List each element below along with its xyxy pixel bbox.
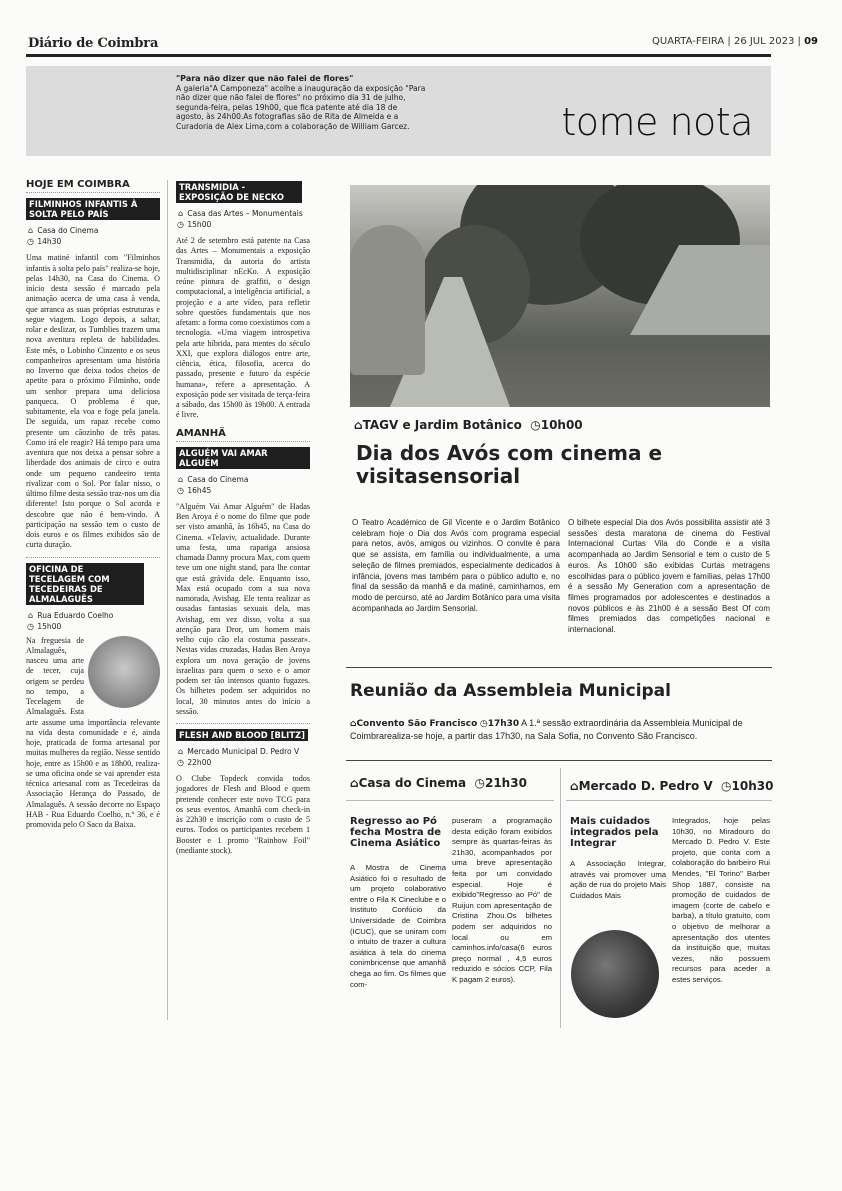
divider <box>176 723 310 724</box>
event-place-text: Casa do Cinema <box>187 474 249 484</box>
banner-title: "Para não dizer que não falei de flores" <box>176 74 354 83</box>
home-icon: ⌂ <box>27 610 34 620</box>
feature-paragraph: O Teatro Académico de Gil Vicente e o Jardim Botânico celebram hoje o Dia dos Avós com programa especial para netos, avós, amigos ou vizinhos. O convite é para que se assista, em família ou individualmente, a uma seleção de filmes premiados, especialmente dedicados à infância, jovens mas também para o público adulto e, no final da sessão da manhã e da matiné, caminhamos, em modo de percurso, até ao Jardim Botânico para uma visita acompanhada ao Jardim Sensorial. <box>352 518 560 613</box>
divider <box>176 441 310 442</box>
divider <box>346 800 554 801</box>
event-time-text: 14h30 <box>37 237 62 247</box>
event-place <box>26 610 160 621</box>
event-time <box>176 219 310 230</box>
assembly-place <box>350 719 477 729</box>
cinema-col-a <box>350 816 446 990</box>
event-time-text: 15h00 <box>187 220 212 229</box>
section-label: AMANHÃ <box>176 427 226 439</box>
divider <box>26 192 160 193</box>
assembly-text: A 1.ª sessão extraordinária da Assembleia Municipal de Coimbrarealiza-se hoje, a partir das 17h30, na Sala Sofia, no Convento São Francisco. <box>350 718 743 741</box>
column-divider <box>560 768 561 1028</box>
feature-paragraph: O bilhete especial Dia dos Avós possibilita assistir até 3 sessões desta maratona de cinema do Festival Internacional Curtas Vila do Conde e a visita acompanhada ao Jardim Sensorial e tem o custo de 5 euros. Às 10h00 são exibidas Curtas metragens escolhidas para o público jovem e famílias, pelas 17h00 é a sessão My Generation com a apresentação de filmes programados por adolescentes e destinados a novos públicos e às 21h00 é a sessão Best Of com filmes premiados das competições nacional e internacional. <box>568 518 770 635</box>
divider <box>346 667 772 668</box>
market-time-text: 10h30 <box>731 779 774 793</box>
column-2 <box>176 180 310 856</box>
barber-photo <box>571 930 659 1018</box>
clock-icon: ◷ <box>530 418 541 432</box>
cinema-col-b <box>452 816 552 986</box>
clock-icon: ◷ <box>177 220 184 229</box>
home-icon: ⌂ <box>350 776 359 790</box>
clock-icon: ◷ <box>721 779 732 793</box>
event-time <box>26 236 160 247</box>
event-place <box>26 225 160 236</box>
event-place-text: Rua Eduardo Coelho <box>37 610 114 620</box>
event-place <box>176 208 310 219</box>
cinema-text: A Mostra de Cinema Asiático foi o resultado de um projeto colaborativo entre o Fila K Cineclube e o Instituto Confúcio da Universidade de Coimbra (ICUC), que se uniram com o intuito de trazer a cultura asiática à tela do cinema conimbricense que amanhã chega ao fim. Os filmes que com- <box>350 863 446 989</box>
home-icon: ⌂ <box>354 418 363 432</box>
page-number: 09 <box>804 36 818 47</box>
cinema-text: puseram a programação desta edição foram exibidos sempre às quartas-feiras às 21h30, acompanhados por uma breve apresentação feita por um convidado especial. Hoje é exibido"Regresso ao Pó" de Ruijun com apresentação de Cristina Zhou.Os bilhetes podem ser adquiridos no local ou em caminhos.info/casa(6 euros preço normal , 4,5 euros reduzido e sócios CCP, Fila K pagam 2 euros). <box>452 816 552 984</box>
cinema-location <box>350 776 527 790</box>
banner-text: A galeria"A Camponeza" acolhe a inauguração da exposição "Para não dizer que não falei de flores" no próximo dia 31 de julho, segunda-feira, pelas 19h00, que fica patente até dia 18 de agosto, às 24h00.As fotografias são de Rita de Almeida e a Curadoria de Alex Lima,com a colaboração de William Garcez. <box>176 83 426 131</box>
banner-text-block <box>176 74 426 132</box>
stone-urn <box>350 225 425 375</box>
botanical-garden-photo <box>350 185 770 407</box>
event-text: Na freguesia de Almalaguês, nasceu uma arte de tecer, cuja origem se perdeu no tempo, a Tecelagem de Almalaguês. Esta arte assume uma importância relevante na vida desta comunidade e é, ainda hoje, praticada de forma artesanal por muitas mulheres da região. Nesse sentido hoje, entre as 15h00 e as 18h00, realiza-se uma oficina onde se vai aprender esta técnica artesanal com as Tecedeiras da Associação Herança do Passado, de Almalaguês. A sessão decorre no Espaço HAB - Rua Eduardo Coelho, n.º 36, e é promovida pelo O Saco da Baixa. <box>26 635 160 829</box>
market-place-text: Mercado D. Pedro V <box>578 779 713 793</box>
clock-icon: ◷ <box>177 485 184 495</box>
clock-icon: ◷ <box>474 776 485 790</box>
event-title: FLESH AND BLOOD [BLITZ] <box>176 729 308 741</box>
clock-icon: ◷ <box>27 237 34 247</box>
feature-text-left <box>352 518 560 614</box>
assembly-time <box>480 719 519 729</box>
feature-location <box>354 418 583 432</box>
event-text: O Clube Topdeck convida todos jogadores de Flesh and Blood e quem pretende conhecer este novo TCG para os seus eventos. Amanhã com check-in às 22h30 e inscrição com o custo de 5 euros. Todos os participantes recebem 1 Booster e 1 promo "Rainbow Foil" (mediante stock). <box>176 774 310 855</box>
feature-text-right <box>568 518 770 636</box>
cinema-place-text: Casa do Cinema <box>358 776 467 790</box>
newspaper-brand: Diário de Coimbra <box>28 36 159 51</box>
event-title: ALGUÉM VAI AMAR ALGUÉM <box>176 447 310 469</box>
home-icon: ⌂ <box>177 209 184 218</box>
date-text: QUARTA-FEIRA | 26 JUL 2023 | <box>652 36 801 47</box>
event-place <box>176 746 310 757</box>
assembly-place-text: Convento São Francisco <box>356 719 478 729</box>
clock-icon: ◷ <box>27 621 34 631</box>
event-place-text: Mercado Municipal D. Pedro V <box>187 747 300 756</box>
event-title: FILMINHOS INFANTIS À SOLTA PELO PAÍS <box>26 198 160 220</box>
assembly-time-text: 17h30 <box>487 719 520 729</box>
home-icon: ⌂ <box>177 747 184 756</box>
home-icon: ⌂ <box>27 226 34 236</box>
divider <box>566 800 772 801</box>
event-time <box>176 757 310 768</box>
feature-time-text: 10h00 <box>540 418 583 432</box>
home-icon: ⌂ <box>350 719 357 729</box>
section-label: HOJE EM COIMBRA <box>26 179 130 190</box>
event-time <box>26 621 160 632</box>
event-time-text: 22h00 <box>187 758 212 767</box>
weaving-photo <box>88 636 160 708</box>
home-icon: ⌂ <box>570 779 579 793</box>
column-divider <box>167 180 168 1020</box>
market-title: Mais cuidados integrados pela Integrar <box>570 816 659 849</box>
market-text: Integrados, hoje pelas 10h30, no Miradouro do Mercado D. Pedro V. Este projeto, que conta com a colaboração do barbeiro Rui Mendes, "El Torino" Barber Shop 1887, consiste na promoção de cuidados de imagem (corte de cabelo e barba), a título gratuito, com o objetivo de melhorar a apresentação dos utentes da instituição que, muitas vezes, não possuem recursos para aceder a estes serviços. <box>672 816 770 984</box>
market-col-a <box>570 816 666 901</box>
cinema-time-text: 21h30 <box>484 776 527 790</box>
divider <box>26 557 160 558</box>
event-text: Até 2 de setembro está patente na Casa das Artes – Monumentais a exposição Transmidia, da autoria do artista multidisciplinar nEcKo. A exposição reúne pintura de graffiti, o design computacional, a inteligência artificial, a projeção e a arte vídeo, para refletir sobre questões fundamentais que nos afetam: a forma como coexistimos com a tecnologia. «Uma viagem introspetiva pela arte híbrida, para mentes do século XXI, que explora diálogos entre arte, ciência, ética, filosofia, acerca do passado, presente e futuro da espécie humana», refere a apresentação. A exposição pode ser visitada de terça-feira a sábado, das 15h00 às 19h00. A entrada é livre. <box>176 236 310 420</box>
event-title: OFICINA DE TECELAGEM COM TECEDEIRAS DE ALMALAGUÊS <box>26 563 144 605</box>
cinema-title: Regresso ao Pó fecha Mostra de Cinema Asiático <box>350 816 442 849</box>
event-place-text: Casa das Artes – Monumentais <box>187 209 303 218</box>
feature-title: Dia dos Avós com cinema e visitasensorial <box>356 441 663 488</box>
event-place-text: Casa do Cinema <box>37 226 99 236</box>
event-text: Uma matiné infantil com "Filminhos infantis à solta pelo país" realiza-se hoje, pelas 14h30, na Casa do Cinema. O início desta sessão é marcado pela animação acerca de uma casa à venda, que arranca as suas próprias estruturas e segue viagem. Logo depois, a saltar, rolar e deslizar, os Tumblies trazem uma nova aventura repleta de habilidades. Este mês, o Lobinho Cinzento e os seus companheiros apresentam uma história no Inverno que deixa todos cheios de apetite para o próximo Filminho, onde um senhor prepara uma deliciosa panqueca. O problema é que, subitamente, ela voa e foge pela janela. De seguida, um rapaz recebe como presente um cãozinho de três patas. Como irá ele reagir? Há tempo para uma aventura que nos deixa a pensar sobre a liberdade dos animais de circo e outra onde um pequeno candeeiro tenta rivalizar com o Sol. Por falar nisso, o último filme desta sessão traz-nos um dia diferente! Isto porque o Sol acorda e descobre que não é bem-vindo. A participação na sessão tem o custo de dois euros e os filmes exibidos são de curta duração. <box>26 253 160 550</box>
date-line <box>652 36 818 47</box>
column-1 <box>26 180 160 830</box>
market-location <box>570 779 773 793</box>
assembly-title: Reunião da Assembleia Municipal <box>350 681 671 701</box>
divider <box>346 760 772 761</box>
banner <box>26 66 771 156</box>
home-icon: ⌂ <box>177 474 184 484</box>
header-rule <box>26 54 771 57</box>
market-text: A Associação Integrar, através vai promover uma ação de rua do projeto Mais Cuidados Mais <box>570 859 666 900</box>
market-col-b <box>672 816 770 986</box>
event-text: "Alguém Vai Amar Alguém" de Hadas Ben Aroya é o nome do filme que pode ser visto amanhã, às 16h45, na Casa do Cinema. «Telaviv, actualidade. Durante uma festa, uma rapariga ansiosa chamada Danny procura Max, com quem teve um one night stand, para lhe contar que está grávida dele. Enquanto isso, Max está ocupado com a sua nova namorada, Avishag. Ele tenta realizar as ousadas fantasias sexuais dela, mas Avishag, em vez disso, volta a sua atenção para Dror, um homem mais velho cujo cão ela costuma passear». Nestas vidas cruzadas, Hadas Ben Aroya explora um nova geração de jovens israelitas para quem o sexo e o amor podem ser tão intensos quanto fugazes. Os bilhetes podem ser adquiridos no local, 30 minutos antes do início a sessão. <box>176 501 310 716</box>
assembly-text-block <box>350 717 772 742</box>
clock-icon: ◷ <box>177 758 184 767</box>
event-title: TRANSMIDIA - EXPOSIÇÃO DE NECKO <box>176 181 302 203</box>
feature-location-text: TAGV e Jardim Botânico <box>362 418 522 432</box>
event-time-text: 16h45 <box>187 485 212 495</box>
clock-icon: ◷ <box>479 719 488 729</box>
event-time-text: 15h00 <box>37 621 62 631</box>
event-time <box>176 485 310 496</box>
event-place <box>176 474 310 485</box>
section-title: tome nota <box>561 100 753 144</box>
